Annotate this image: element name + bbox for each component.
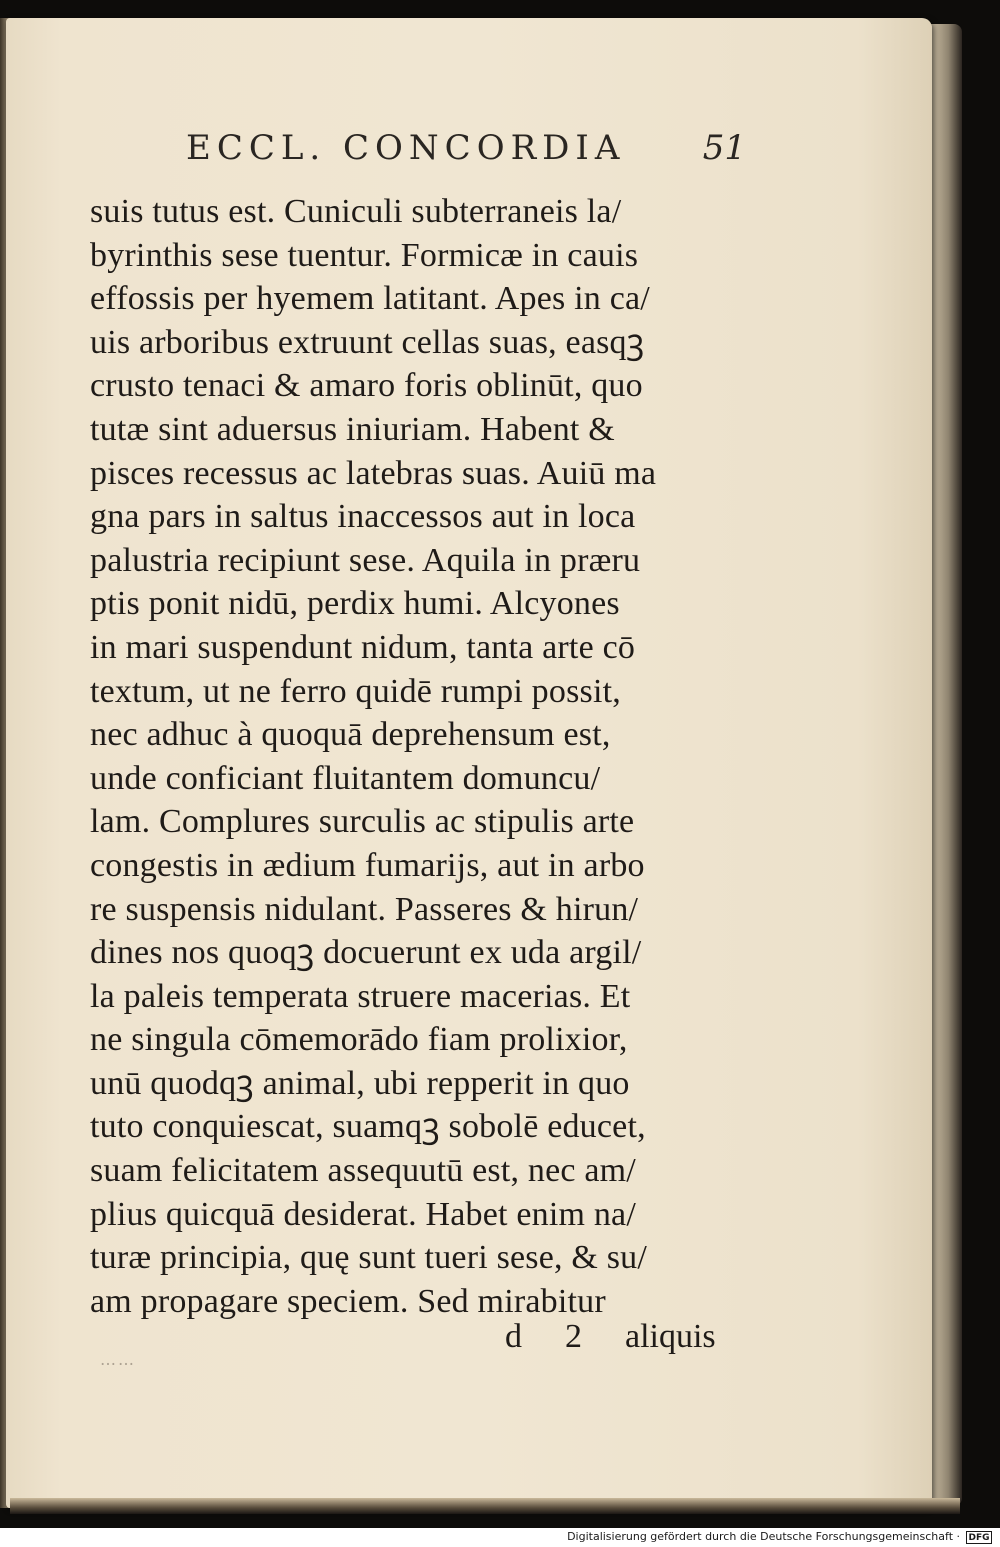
- text-line: ptis ponit nidū, perdix humi. Alcyones: [90, 585, 620, 623]
- book-bottom-edge: [10, 1498, 960, 1514]
- text-line: tutæ sint aduersus iniuriam. Habent &: [90, 410, 615, 448]
- text-line: congestis in ædium fumarijs, aut in arbo: [90, 846, 645, 884]
- book-right-edge: [928, 24, 962, 1506]
- text-line: textum, ut ne ferro quidē rumpi possit,: [90, 672, 621, 710]
- footer-bar: [0, 1528, 1000, 1547]
- text-line: re suspensis nidulant. Passeres & hirun/: [90, 890, 639, 928]
- text-line: turæ principia, quę sunt tueri sese, & su/: [90, 1239, 648, 1277]
- text-line: unū quodqꝫ animal, ubi repperit in quo: [90, 1064, 630, 1102]
- signature-mark-letter: d: [505, 1318, 522, 1355]
- folio-number: 51: [702, 128, 746, 168]
- text-line: effossis per hyemem latitant. Apes in ca/: [90, 280, 650, 318]
- text-line: ne singula cōmemorādo fiam prolixior,: [90, 1021, 628, 1059]
- text-line: in mari suspendunt nidum, tanta arte cō: [90, 628, 636, 666]
- text-line: palustria recipiunt sese. Aquila in præru: [90, 541, 641, 579]
- catchword: aliquis: [625, 1318, 716, 1355]
- text-line: am propagare speciem. Sed mirabitur: [90, 1282, 606, 1320]
- running-head-title: ECCL. CONCORDIA: [186, 128, 626, 168]
- text-line: suam felicitatem assequutū est, nec am/: [90, 1152, 636, 1190]
- text-line: suis tutus est. Cuniculi subterraneis la/: [90, 193, 622, 230]
- text-line: uis arboribus extruunt cellas suas, easqꝫ: [90, 323, 645, 361]
- signature-mark-number: 2: [565, 1318, 582, 1355]
- digitization-credit: Digitalisierung gefördert durch die Deutsche Forschungsgemeinschaft ·: [567, 1530, 960, 1543]
- text-line: la paleis temperata struere macerias. Et: [90, 977, 631, 1015]
- dfg-logo-icon: DFG: [966, 1531, 992, 1544]
- text-block: [90, 190, 750, 1323]
- text-line: unde conficiant fluitantem domuncu/: [90, 759, 601, 797]
- text-line: tuto conquiescat, suamqꝫ sobolē educet,: [90, 1108, 646, 1146]
- text-line: plius quicquā desiderat. Habet enim na/: [90, 1195, 636, 1233]
- text-line: pisces recessus ac latebras suas. Auiū ma: [90, 454, 657, 492]
- ink-smudge: ……: [100, 1350, 136, 1369]
- text-line: dines nos quoqꝫ docuerunt ex uda argil/: [90, 934, 642, 972]
- text-line: gna pars in saltus inaccessos aut in loca: [90, 498, 636, 536]
- text-line: byrinthis sese tuentur. Formicæ in cauis: [90, 236, 639, 274]
- text-line: nec adhuc à quoquā deprehensum est,: [90, 716, 611, 754]
- text-line: crusto tenaci & amaro foris oblinūt, quo: [90, 367, 643, 405]
- text-line: lam. Complures surculis ac stipulis arte: [90, 803, 635, 841]
